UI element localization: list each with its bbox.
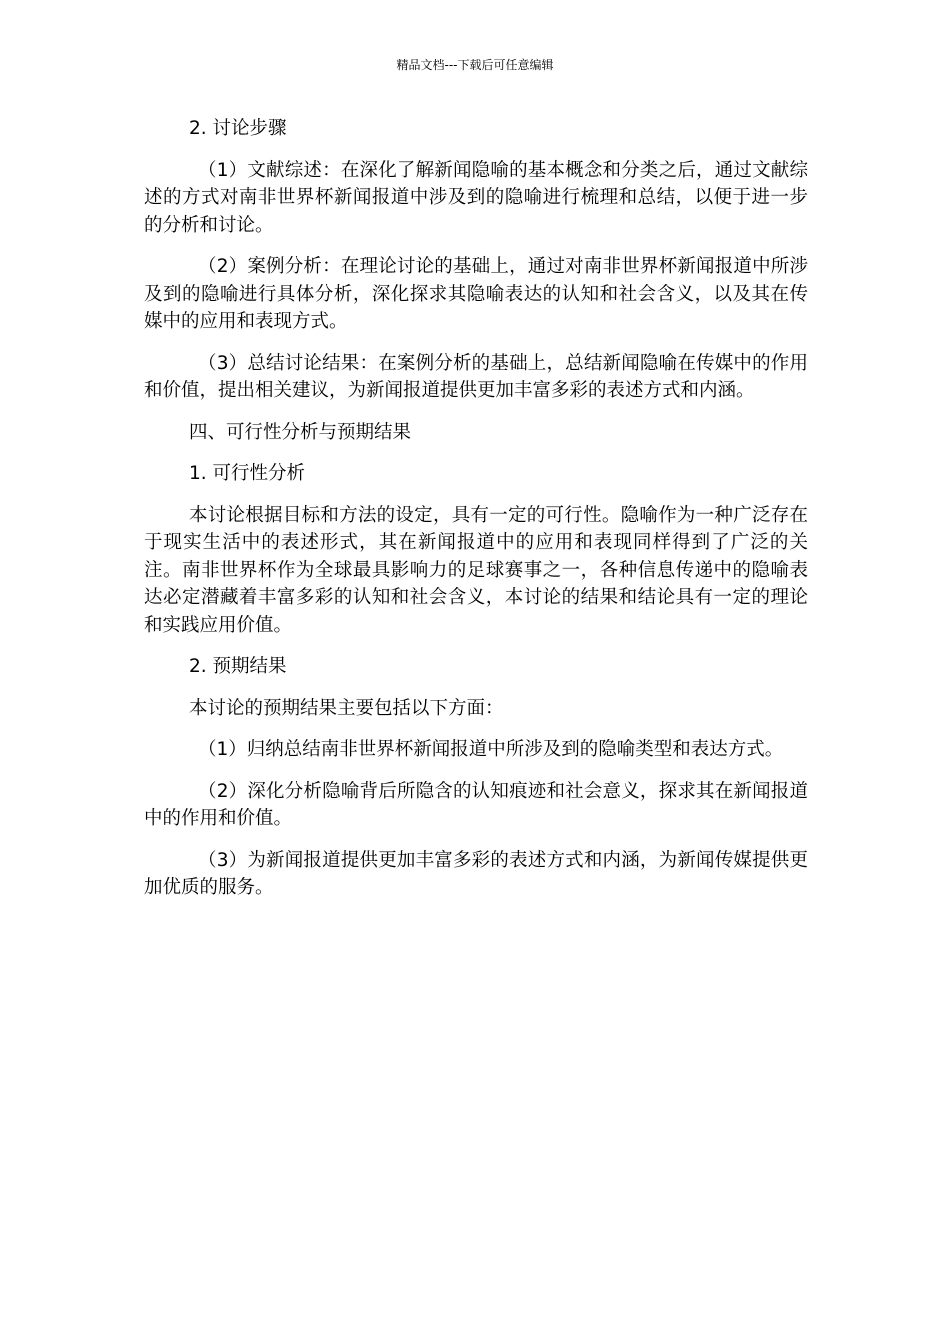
section-heading-discussion-steps: 2. 讨论步骤 xyxy=(189,118,287,139)
list-item-expected-3: （3）为新闻报道提供更加丰富多彩的表述方式和内涵，为新闻传媒提供更加优质的服务。 xyxy=(144,849,808,898)
document-body xyxy=(144,115,808,916)
body-paragraph-expected-intro: 本讨论的预期结果主要包括以下方面： xyxy=(189,697,504,719)
body-paragraph-feasibility: 本讨论根据目标和方法的设定，具有一定的可行性。隐喻作为一种广泛存在于现实生活中的表述形式，其在新闻报道中的应用和表现同样得到了广泛的关注。南非世界杯作为全球最具影响力的足球赛事之一，各种信息传递中的隐喻表达必定潜藏着丰富多彩的认知和社会含义，本讨论的结果和结论具有一定的理论和实践应用价值。 xyxy=(144,504,808,636)
section-heading-feasibility: 1. 可行性分析 xyxy=(189,463,306,484)
section-heading-expected-results: 2. 预期结果 xyxy=(189,656,287,677)
page-header: 精品文档---下载后可任意编辑 xyxy=(396,58,554,72)
list-item-case-analysis: （2）案例分析：在理论讨论的基础上，通过对南非世界杯新闻报道中所涉及到的隐喻进行具体分析，深化探求其隐喻表达的认知和社会含义，以及其在传媒中的应用和表现方式。 xyxy=(144,256,808,332)
list-item-expected-2: （2）深化分析隐喻背后所隐含的认知痕迹和社会意义，探求其在新闻报道中的作用和价值。 xyxy=(144,780,808,829)
list-item-expected-1: （1）归纳总结南非世界杯新闻报道中所涉及到的隐喻类型和表达方式。 xyxy=(198,739,784,760)
section-heading-feasibility-expected: 四、可行性分析与预期结果 xyxy=(189,421,412,443)
list-item-summary-results: （3）总结讨论结果：在案例分析的基础上，总结新闻隐喻在传媒中的作用和价值，提出相关建议，为新闻报道提供更加丰富多彩的表述方式和内涵。 xyxy=(144,352,808,401)
list-item-literature-review: （1）文献综述：在深化了解新闻隐喻的基本概念和分类之后，通过文献综述的方式对南非世界杯新闻报道中涉及到的隐喻进行梳理和总结，以便于进一步的分析和讨论。 xyxy=(144,159,808,236)
